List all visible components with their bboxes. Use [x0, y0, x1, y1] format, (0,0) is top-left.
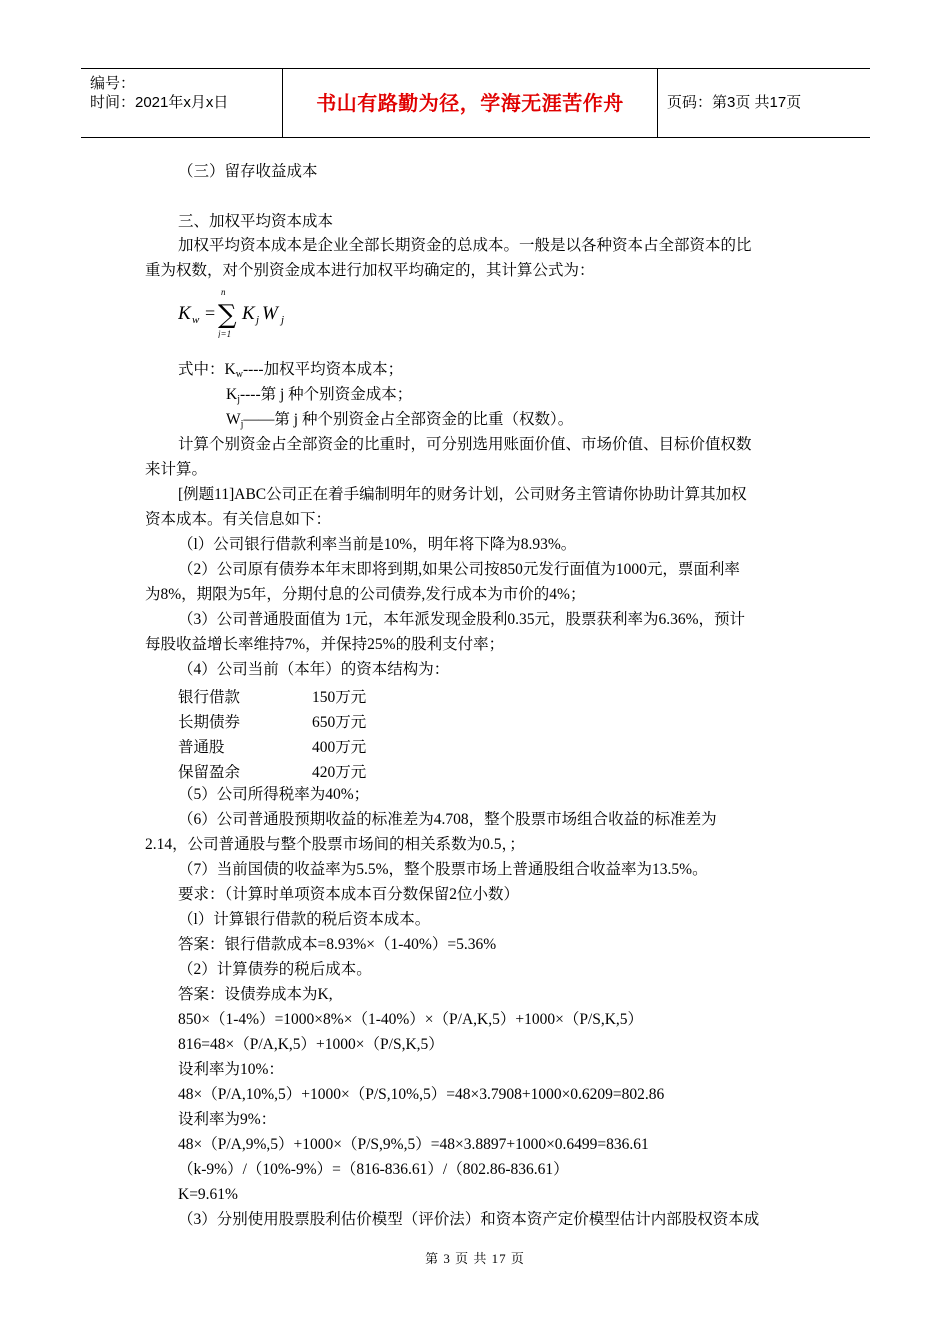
capital-item: 保留盈余: [178, 764, 241, 781]
paragraph-line: （6）公司普通股预期收益的标准差为4.708，整个股票市场组合收益的标准差为: [178, 811, 717, 828]
section-heading: （三）留存收益成本: [178, 163, 318, 180]
paragraph-line: 计算个别资金占全部资金的比重时，可分别选用账面价值、市场价值、目标价值权数: [178, 436, 752, 453]
definition-line: [226, 410, 573, 435]
section-title: 三、加权平均资本成本: [178, 213, 334, 230]
paragraph-line: [例题11]ABC公司正在着手编制明年的财务计划，公司财务主管请你协助计算其加权: [178, 486, 747, 503]
capital-amount: 150万元: [312, 689, 367, 706]
definition-text: ----加权平均资本成本；: [242, 361, 404, 378]
definition-line: [178, 360, 403, 385]
sum-upper: n: [221, 288, 226, 297]
definition-text: ——第 j 种个别资金占全部资金的比重（权数）。: [243, 411, 574, 428]
weighted-cost-formula: [178, 288, 308, 338]
paragraph-line: （4）公司当前（本年）的资本结构为：: [178, 661, 450, 678]
capital-item: 普通股: [178, 739, 225, 756]
formula-term2-sub: j: [281, 314, 285, 326]
paragraph-line: 重为权数，对个别资金成本进行加权平均确定的，其计算公式为：: [145, 262, 595, 279]
definition-symbol: W: [226, 411, 241, 428]
paragraph-line: 设利率为9%：: [178, 1111, 277, 1128]
formula-term-sub: j: [256, 314, 260, 326]
page-footer: 第 3 页 共 17 页: [425, 1251, 525, 1266]
paragraph-line: （7）当前国债的收益率为5.5%，整个股票市场上普通股组合收益率为13.5%。: [178, 861, 708, 878]
definition-line: [226, 385, 412, 410]
header-motto: 书山有路勤为径，学海无涯苦作舟: [283, 69, 658, 137]
equation-line: K=9.61%: [178, 1186, 238, 1203]
definition-sub: j: [240, 419, 244, 430]
paragraph-line: （2）计算债券的税后成本。: [178, 961, 372, 978]
paragraph-line: 来计算。: [145, 461, 208, 478]
paragraph-line: 每股收益增长率维持7%，并保持25%的股利支付率；: [145, 636, 505, 653]
capital-amount: 420万元: [312, 764, 367, 781]
paragraph-line: 2.14，公司普通股与整个股票市场间的相关系数为0.5，；: [145, 836, 525, 853]
formula-lhs: K: [178, 303, 191, 324]
equation-line: （k-9%）/（10%-9%）=（816-836.61）/（802.86-836.61）: [178, 1161, 569, 1178]
paragraph-line: （5）公司所得税率为40%；: [178, 786, 370, 803]
number-label: 编号：: [90, 75, 136, 92]
equation-line: 48×（P/A,10%,5）+1000×（P/S,10%,5）=48×3.7908+1000×0.6209=802.86: [178, 1086, 665, 1103]
equation-line: 850×（1-4%）=1000×8%×（1-40%）×（P/A,K,5）+1000×（P/S,K,5）: [178, 1011, 644, 1028]
paragraph-line: （3）分别使用股票股利估价模型（评价法）和资本资产定价模型估计内部股权资本成: [178, 1211, 760, 1228]
page-header: [81, 68, 870, 138]
definition-text: ----第 j 种个别资金成本；: [239, 386, 413, 403]
formula-term2: W: [262, 303, 278, 324]
paragraph-line: 设利率为10%：: [178, 1061, 284, 1078]
definition-prefix: 式中：K: [178, 361, 236, 378]
definition-symbol: K: [226, 386, 238, 403]
formula-term: K: [242, 303, 255, 324]
capital-row: [178, 710, 367, 732]
equation-line: 48×（P/A,9%,5）+1000×（P/S,9%,5）=48×3.8897+1000×0.6499=836.61: [178, 1136, 649, 1153]
paragraph-line: 要求：（计算时单项资本成本百分数保留2位小数）: [178, 886, 520, 903]
definition-sub: j: [237, 394, 240, 405]
capital-amount: 400万元: [312, 739, 367, 756]
paragraph-line: （2）公司原有债券本年末即将到期,如果公司按850元发行面值为1000元，票面利率: [178, 561, 740, 578]
formula-lhs-sub: w: [192, 314, 200, 326]
capital-item: 长期债券: [178, 714, 241, 731]
sum-lower: j=1: [218, 329, 232, 338]
paragraph-line: 答案：设债券成本为K,: [178, 986, 333, 1003]
capital-row: [178, 735, 367, 757]
equation-line: 816=48×（P/A,K,5）+1000×（P/S,K,5）: [178, 1036, 444, 1053]
capital-amount: 650万元: [312, 714, 367, 731]
paragraph-line: 答案：银行借款成本=8.93%×（1-40%）=5.36%: [178, 936, 497, 953]
capital-row: [178, 685, 367, 707]
paragraph-line: 加权平均资本成本是企业全部长期资金的总成本。一般是以各种资本占全部资本的比: [178, 237, 752, 254]
capital-row: [178, 760, 367, 782]
capital-item: 银行借款: [178, 689, 241, 706]
paragraph-line: 为8%，期限为5年，分期付息的公司债券,发行成本为市价的4%；: [145, 586, 586, 603]
paragraph-line: （l）公司银行借款利率当前是10%，明年将下降为8.93%。: [178, 536, 577, 553]
paragraph-line: （3）公司普通股面值为 1元，本年派发现金股利0.35元，股票获利率为6.36%，预计: [178, 611, 746, 628]
svg-text:=: =: [205, 303, 216, 323]
date-label: 时间：2021年x月x日: [90, 94, 229, 111]
sum-icon: ∑: [218, 300, 237, 330]
paragraph-line: 资本成本。有关信息如下：: [145, 511, 332, 528]
paragraph-line: （l）计算银行借款的税后资本成本。: [178, 911, 431, 928]
definition-sub: w: [235, 369, 243, 380]
header-left-cell: [81, 69, 283, 137]
header-page-label: 页码：第3页 共17页: [667, 94, 802, 111]
